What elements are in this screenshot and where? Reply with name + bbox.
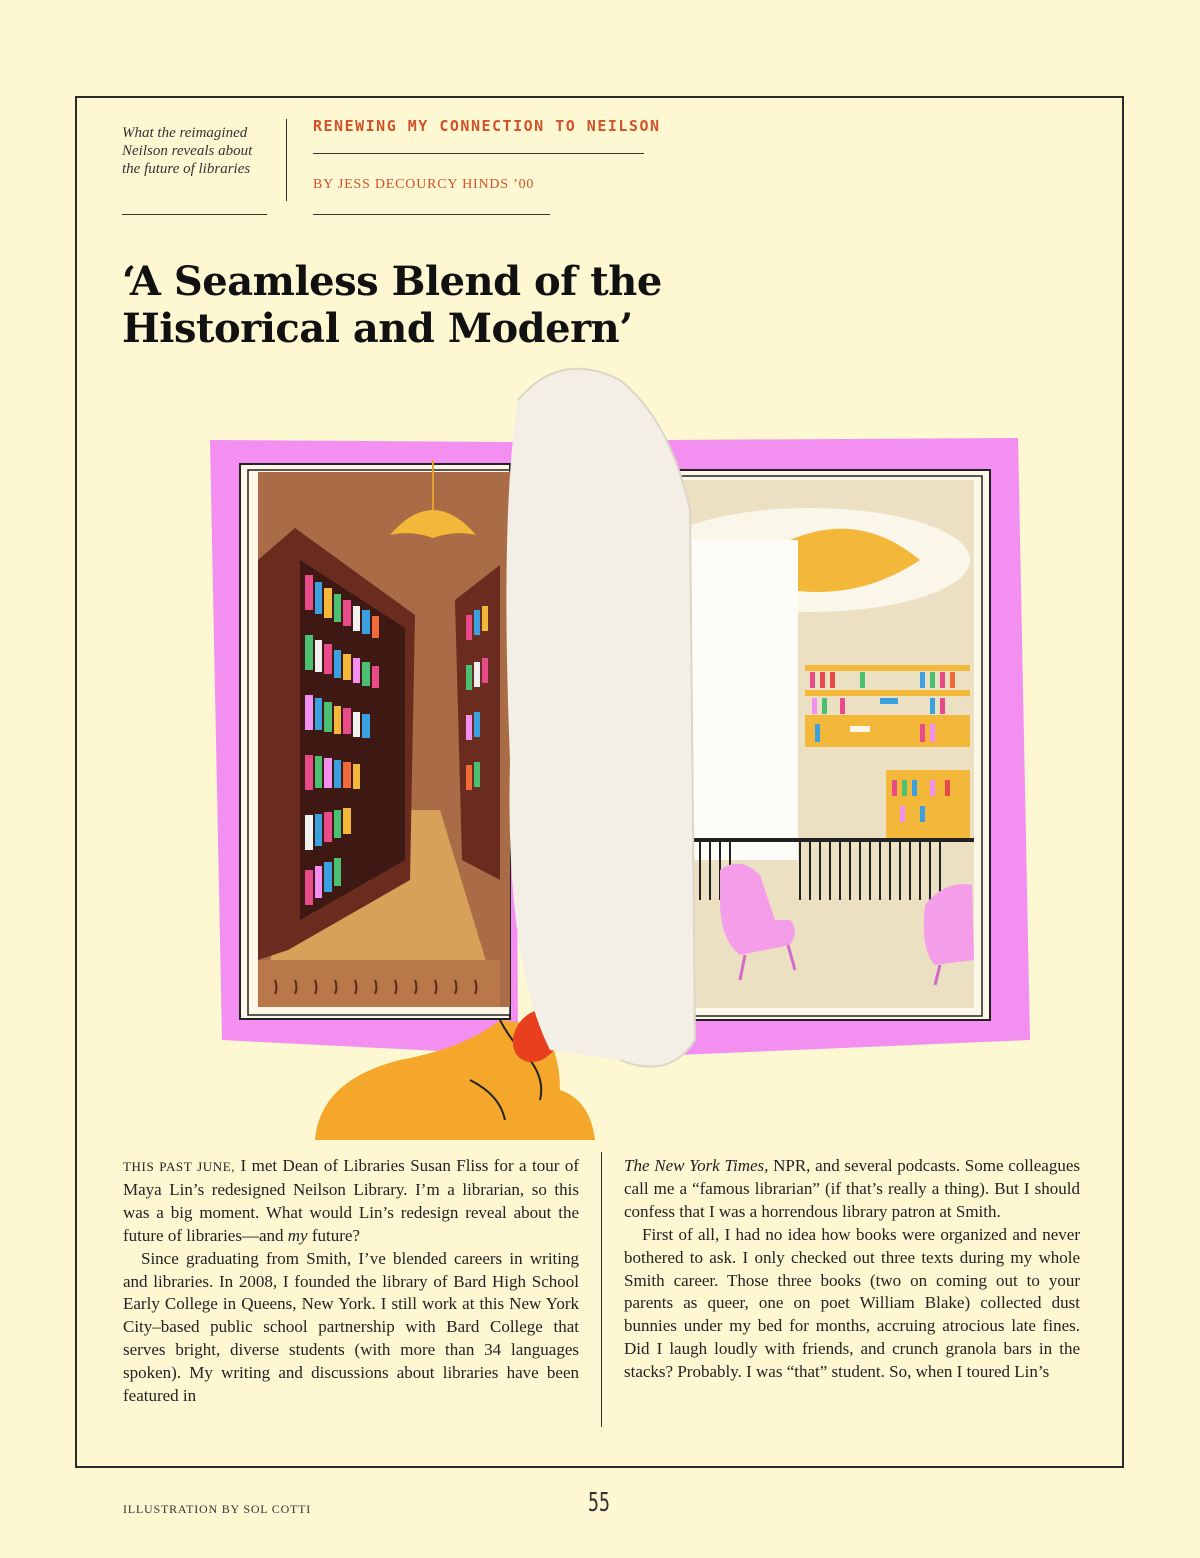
page-curl — [506, 369, 695, 1067]
illustration-credit: ILLUSTRATION BY SOL COTTI — [123, 1502, 312, 1516]
paragraph-text: I met Dean of Libraries Susan Fliss for a tour of Maya Lin’s redesigned Neilson Library. I’m a librarian, so this was a big moment. What would Lin’s redesign reveal about the future of libraries—and — [123, 1156, 579, 1245]
headline-line-1: ‘A Seamless Blend of the — [122, 258, 662, 305]
open-book-illustration — [200, 360, 1030, 1140]
emphasis: The New York Times, — [624, 1156, 769, 1175]
white-column — [678, 540, 798, 860]
emphasis: my — [287, 1225, 308, 1245]
body-column-1 — [123, 1155, 579, 1408]
deck-text: What the reimagined Neilson reveals about the future of libraries — [122, 125, 253, 177]
paragraph: Since graduating from Smith, I’ve blended careers in writing and libraries. In 2008, I founded the library of Bard High School Early College in Queens, New York. I still work at this New York City–based public school partnership with Bard College that serves bright, diverse students (with more than 34 languages spoken). My writing and discussions about libraries have been featured in — [123, 1248, 579, 1406]
headline — [122, 258, 742, 352]
paragraph: First of all, I had no idea how books were organized and never bothered to ask. I only checked out three texts during my whole Smith career. Those three books (two on coming out to your parents as queer, one on poet William Blake) collected dust bunnies under my bed for months, accruing atrocious late fines. Did I laugh loudly with friends, and crunch granola bars in the stacks? Probably. I was “that” student. So, when I toured Lin’s — [624, 1224, 1080, 1382]
paragraph — [123, 1155, 579, 1248]
paragraph-text: NPR, and several podcasts. Some colleagues call me a “famous librarian” (if that’s really a thing). But I should confess that I was a horrendous library patron at Smith. — [624, 1156, 1080, 1221]
byline: BY JESS DECOURCY HINDS ’00 — [313, 177, 535, 192]
byline-rule — [313, 214, 550, 215]
column-divider — [601, 1152, 602, 1427]
page-number: 55 — [588, 1488, 610, 1518]
paragraph-text: future? — [307, 1225, 360, 1245]
paragraph — [624, 1155, 1080, 1224]
lead-in: THIS PAST JUNE, — [123, 1159, 236, 1174]
header-divider — [286, 119, 287, 201]
headline-line-2: Historical and Modern’ — [122, 305, 633, 352]
kicker-rule — [313, 153, 644, 154]
deck-rule — [122, 214, 267, 215]
section-kicker: RENEWING MY CONNECTION TO NEILSON — [313, 117, 661, 135]
body-column-2 — [624, 1155, 1080, 1384]
